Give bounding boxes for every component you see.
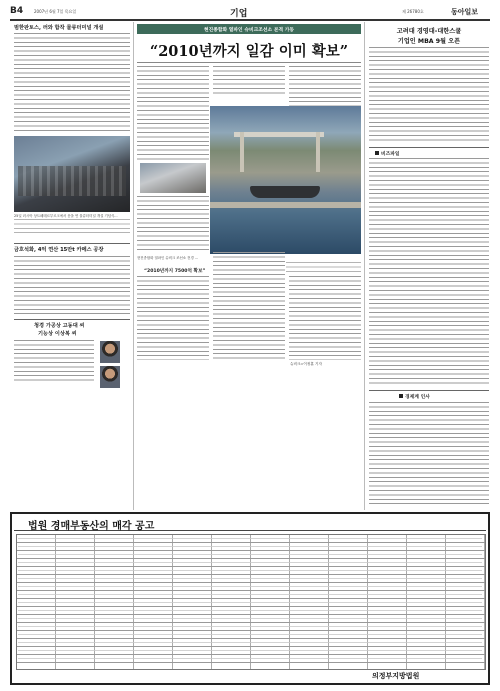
left-divider-2 — [14, 319, 130, 320]
feature-body-col2 — [213, 66, 285, 96]
right-article-title-1: 고려대 경영대-대한스쿨 — [396, 28, 462, 35]
feature-body-col1c — [137, 276, 209, 360]
section-title: 기업 — [230, 9, 248, 19]
left-divider-1 — [14, 243, 130, 244]
portrait-photo-1 — [100, 341, 120, 363]
shipyard-dock — [210, 202, 361, 208]
newspaper-logo: 동아일보 — [451, 8, 479, 16]
court-auction-ad — [10, 512, 490, 685]
economy-people-body — [369, 402, 489, 506]
shipyard-crane-leg2 — [316, 132, 320, 172]
court-auction-title-bar — [14, 516, 486, 531]
square-icon — [375, 151, 379, 155]
shipyard-crane — [234, 132, 324, 137]
square-icon-2 — [399, 394, 403, 398]
masthead-bar — [10, 6, 490, 18]
shipyard-photo — [210, 106, 361, 254]
bizfile-label-text: 비즈파일 — [381, 152, 400, 157]
article-title-award2: 기능상 이상복 씨 — [38, 331, 77, 337]
feature-body-col3 — [289, 66, 361, 106]
photo-helmet — [140, 163, 206, 193]
shipyard-caption-lines — [286, 262, 361, 272]
right-article-title-2: 기업인 MBA 9월 오픈 — [397, 38, 461, 45]
feature-body-col1 — [137, 66, 209, 160]
article-title-kumho: 금호석화, 4억 연산 15만t 카메스 공장 — [14, 247, 104, 253]
feature-headline: “2010년까지 일감 이미 확보” — [149, 43, 349, 60]
economy-people-text: 경제계 인사 — [405, 395, 430, 400]
article-body-pantos — [14, 33, 130, 133]
center-right-divider — [364, 22, 365, 510]
terminal-photo — [14, 136, 130, 212]
masthead-rule — [10, 19, 490, 21]
page-number: B4 — [10, 6, 24, 16]
issue-date: 2007년 6월 7일 목요일 — [34, 9, 77, 14]
issue-number: 제 26780호 — [402, 9, 424, 14]
feature-body-col1b — [137, 196, 209, 252]
feature-byline: 슈비크=이정훈 기자 — [290, 362, 322, 366]
feature-header-label: 현진종합화 열파인 슈비크조선소 본격 가동 — [203, 28, 295, 33]
bizfile-label — [375, 150, 400, 157]
article-title-award1: 청경 가공상 고동대 씨 — [34, 323, 85, 329]
article-body-award — [14, 340, 94, 384]
shipyard-photo-caption: 현진종합화 열파인 슈비크 조선소 전경 ... — [137, 256, 199, 260]
portrait-photo-2 — [100, 366, 120, 388]
feature-body-col2c — [213, 252, 285, 360]
photo-caption-lines — [14, 219, 130, 233]
right-divider — [369, 147, 489, 148]
shipyard-hull — [250, 186, 320, 198]
auction-table-fill — [18, 536, 482, 666]
feature-header-bar — [137, 24, 361, 34]
left-column-divider — [133, 22, 134, 510]
court-name: 의정부지방법원 — [372, 672, 420, 680]
terminal-photo-caption: 25일 러시아 상트페테르부르크에서 문을 연 물류터미널 개설 기념식... — [14, 214, 118, 218]
shipyard-crane-leg — [240, 132, 244, 172]
bizfile-body — [369, 158, 489, 386]
subhead-order-backlog: “2010년까지 7500억 확보” — [144, 269, 206, 274]
economy-people-label — [399, 393, 430, 400]
economy-people-box — [369, 390, 489, 401]
feature-body-col3c — [289, 276, 361, 360]
court-auction-title: 법원 경매부동산의 매각 공고 — [28, 521, 155, 532]
article-title-pantos: 범한판토스, 러와 합작 물류터미널 개설 — [14, 25, 104, 31]
article-body-kumho — [14, 256, 130, 316]
right-article-body — [369, 47, 489, 143]
center-divider — [137, 62, 361, 63]
